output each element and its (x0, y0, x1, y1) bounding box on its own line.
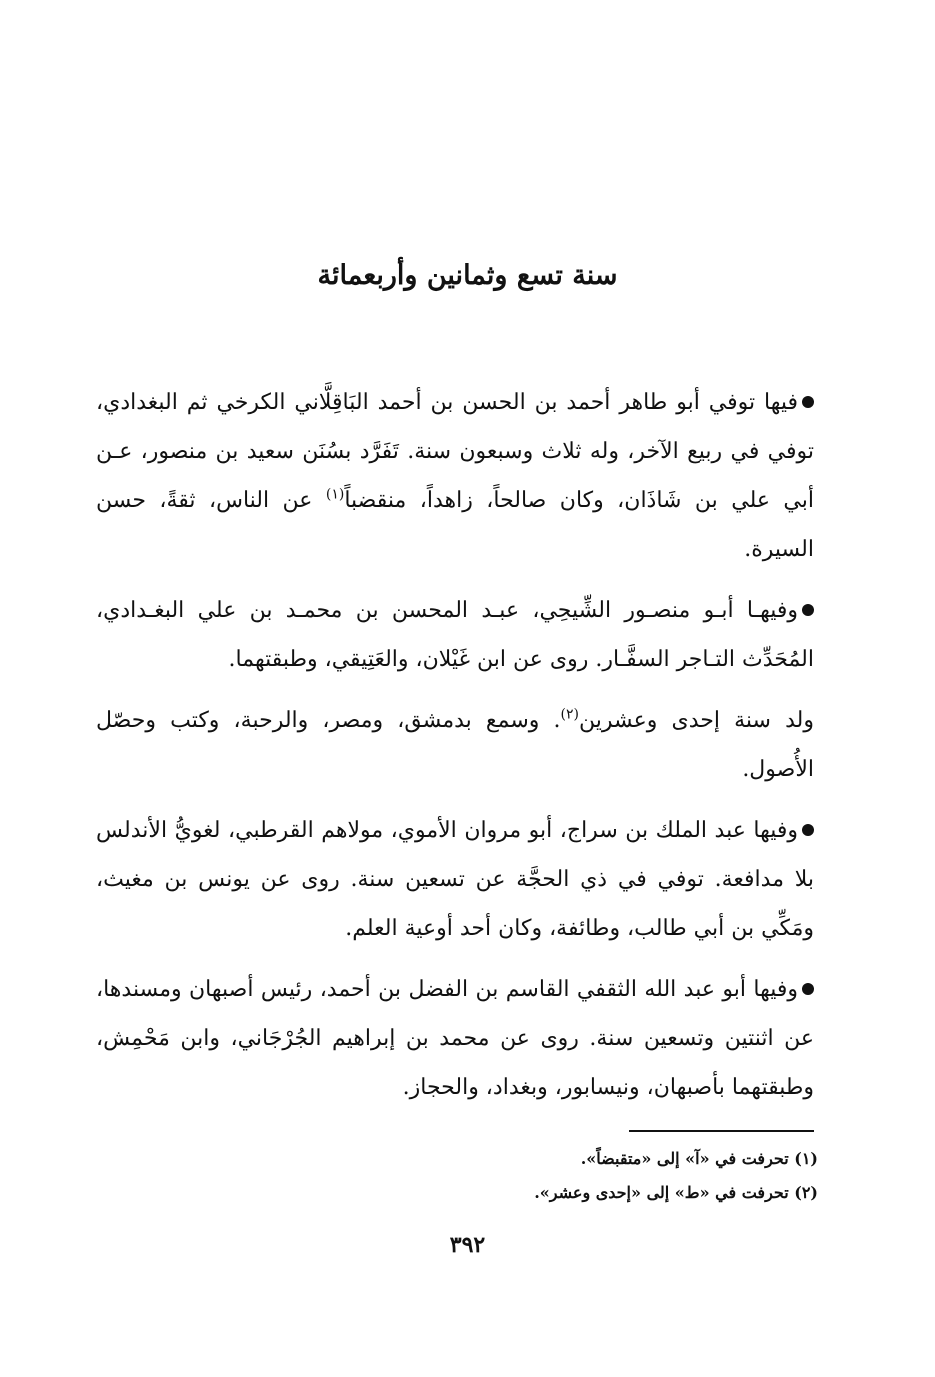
footnote-1: (١) تحرفت في «آ» إلى «متقبضاً». (580, 1149, 818, 1168)
paragraph-text: وفيها أبو عبد الله الثقفي القاسم بن الفضل بن أحمد، رئيس أصبهان ومسندها، عن اثنتين وتسعين سنة. روى عن محمد بن إبراهيم الجُرْجَاني، وابن مَحْمِش، وطبقتهما بأصبهان، ونيسابور، وبغداد، والحجاز. (96, 977, 814, 1100)
section-heading: سنة تسع وثمانين وأربعمائة (317, 260, 618, 291)
page-number: ٣٩٢ (449, 1232, 486, 1258)
body-text (96, 378, 814, 1124)
paragraph-3 (96, 696, 814, 794)
footnote-divider (629, 1130, 814, 1132)
paragraph-text-after: عن الناس، ثقةً، حسن السيرة. (96, 488, 814, 562)
bullet-icon (802, 396, 814, 408)
paragraph-5 (96, 965, 814, 1112)
paragraph-text: ولد سنة إحدى وعشرين (579, 708, 814, 733)
paragraph-text: وفيها عبد الملك بن سراج، أبو مروان الأموي، مولاهم القرطبي، لغويُّ الأندلس بلا مدافعة. توفي في ذي الحجَّة عن تسعين سنة. روى عن يونس بن مغيث، ومَكِّي بن أبي طالب، وطائفة، وكان أحد أوعية العلم. (96, 818, 814, 941)
bullet-icon (802, 604, 814, 616)
paragraph-1 (96, 378, 814, 574)
footnote-marker: (١) (325, 486, 345, 503)
paragraph-text-after: . وسمع بدمشق، ومصر، والرحبة، وكتب وحصّل الأُصول. (96, 708, 814, 782)
paragraph-text: فيها توفي أبو طاهر أحمد بن الحسن بن أحمد البَاقِلَّاني الكرخي ثم البغدادي، توفي في ربيع الآخر، وله ثلاث وسبعون سنة. تَفَرَّد بسُنَن سعيد بن منصور، عـن أبي علي بن شَاذَان، وكان صالحاً، زاهداً، منقضباً (96, 390, 814, 513)
footnote-marker: (٢) (560, 706, 579, 723)
bullet-icon (802, 824, 814, 836)
footnotes (96, 1142, 818, 1210)
bullet-icon (802, 983, 814, 995)
footnote-2: (٢) تحرفت في «ط» إلى «إحدى وعشر». (534, 1183, 818, 1202)
paragraph-text: وفيهـا أبـو منصـور الشِّيحِي، عبـد المحسن بن محمـد بن علي البغـدادي، المُحَدِّث التـاجر السفَّـار. روى عن ابن غَيْلان، والعَتِيقي، وطبقتهما. (96, 598, 814, 672)
paragraph-4 (96, 806, 814, 953)
paragraph-2 (96, 586, 814, 684)
